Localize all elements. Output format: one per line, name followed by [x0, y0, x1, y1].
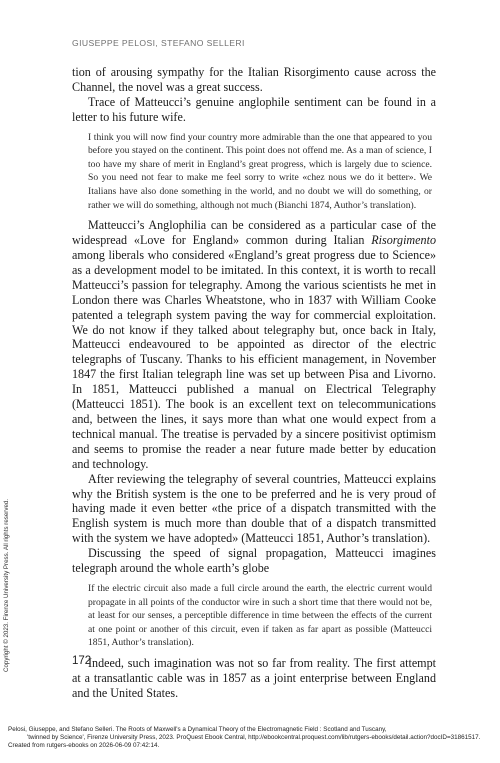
risorgimento-italic: Risorgimento	[371, 233, 436, 248]
body-text	[72, 65, 436, 701]
citation-line-1: Pelosi, Giuseppe, and Stefano Selleri. The Roots of Maxwell's a Dynamical Theory of the Electromagnetic Field : Scotland and Tuscany,	[8, 726, 387, 733]
citation-line-3: Created from rutgers-ebooks on 2026-06-09 07:42:14.	[8, 742, 160, 750]
citation-line-2: 'twinned by Science', Firenze University Press, 2023. ProQuest Ebook Central, http://ebookcentral.proquest.com/lib/rutgers-ebooks/detail.action?docID=31861517.	[27, 734, 481, 742]
block-quote-letter: I think you will now find your country more admirable than the one that appeared to you before you stayed on the continent. This point does not offend me. As a man of science, I too have my share of merit in England’s great progress, which is largely due to science. So you need not fear to make me feel sorry to write «chez nous we do it better». We Italians have also done something in the world, and no doubt we will do something, or rather we will do something, although not much (Bianchi 1874, Author’s translation).	[88, 131, 432, 211]
running-head: GIUSEPPE PELOSI, STEFANO SELLERI	[72, 38, 245, 48]
paragraph-anglophilia-start: Matteucci’s Anglophilia can be considered as a particular case of the widespread «Love for England» common during Italian	[72, 218, 436, 248]
page-number: 172	[72, 655, 92, 667]
paragraph-letter-intro: Trace of Matteucci’s genuine anglophile sentiment can be found in a letter to his future wife.	[72, 94, 436, 124]
paragraph-continuation: tion of arousing sympathy for the Italian Risorgimento cause across the Channel, the novel was a great success.	[72, 65, 436, 94]
side-copyright-notice: Copyright © 2023. Firenze University Press. All rights reserved.	[3, 498, 10, 672]
paragraph-anglophilia	[72, 218, 436, 471]
paragraph-anglophilia-rest: among liberals who considered «England’s great progress due to Science» as a development model to be imitated. In this context, it is worth to recall Matteucci’s passion for telegraphy. Among the various scientists he met in London there was Charles Wheatstone, who in 1837 with William Cooke patented a telegraph system paving the way for commercial exploitation. We do not know if they talked about telegraphy but, once back in Italy, Matteucci endeavoured to be appointed as director of the electric telegraphs of Tuscany. Thanks to his efficient management, in November 1847 the first Italian telegraph line was set up between Pisa and Livorno. In 1851, Matteucci published a manual on Electrical Telegraphy (Matteucci 1851). The book is an excellent text on telecommunications and, between the lines, it says more than what one would expect from a technical manual. The treatise is pervaded by a sincere positivist optimism and seems to promise the reader a near future made better by education and technology.	[72, 248, 436, 471]
paragraph-british-system: After reviewing the telegraphy of several countries, Matteucci explains why the British system is the one to be preferred and he is very proud of having made it even better «the price of a dispatch transmitted with the English system is much more than double that of a dispatch transmitted with the system we have adopted» (Matteucci 1851, Author’s translation).	[72, 471, 436, 546]
paragraph-transatlantic-cable: Indeed, such imagination was not so far from reality. The first attempt at a transatlantic cable was in 1857 as a joint enterprise between England and the United States.	[72, 655, 436, 700]
citation-footer	[8, 726, 496, 751]
paragraph-signal-propagation: Discussing the speed of signal propagation, Matteucci imagines telegraph around the whole earth’s globe	[72, 546, 436, 576]
block-quote-circuit: If the electric circuit also made a full circle around the earth, the electric current would propagate in all points of the conductor wire in such a short time that there would not be, at least for our senses, a perceptible difference in time between the effects of the current at one point or another of this circuit, even if taken as far apart as possible (Matteucci 1851, Author’s translation).	[88, 582, 432, 649]
